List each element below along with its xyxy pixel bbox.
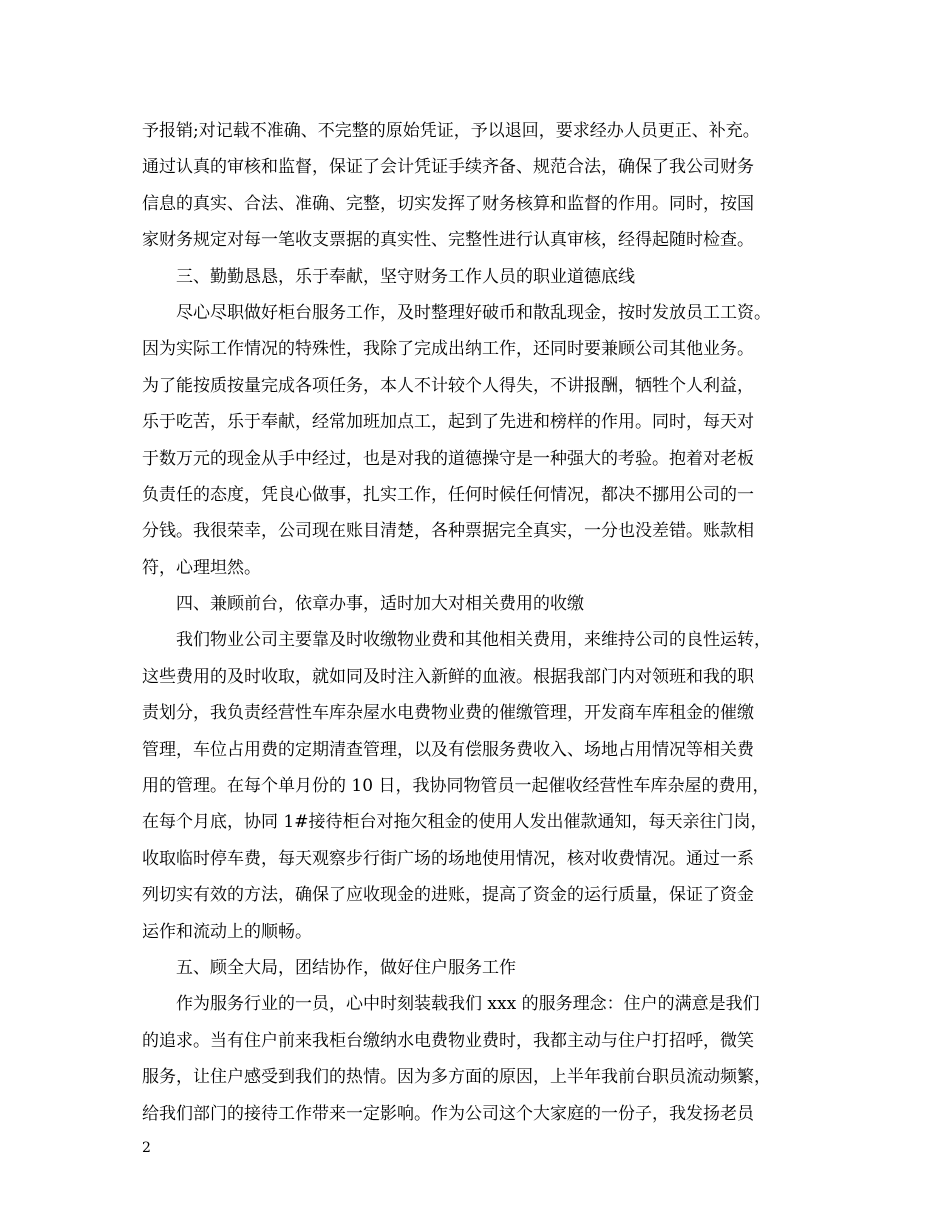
text-line: 因为实际工作情况的特殊性，我除了完成出纳工作，还同时要兼顾公司其他业务。 — [142, 339, 754, 360]
text-line: 给我们部门的接待工作带来一定影响。作为公司这个大家庭的一份子，我发扬老员 — [142, 1103, 754, 1124]
text-line: 信息的真实、合法、准确、完整，切实发挥了财务核算和监督的作用。同时，按国 — [142, 193, 754, 214]
text-line: 列切实有效的方法，确保了应收现金的进账，提高了资金的运行质量，保证了资金 — [142, 885, 754, 906]
text-line: 这些费用的及时收取，就如同及时注入新鲜的血液。根据我部门内对领班和我的职 — [142, 666, 754, 687]
text-line: 作为服务行业的一员，心中时刻装载我们 xxx 的服务理念：住户的满意是我们 — [176, 994, 760, 1015]
text-line: 予报销;对记载不准确、不完整的原始凭证，予以退回，要求经办人员更正、补充。 — [142, 121, 760, 141]
text-line: 家财务规定对每一笔收支票据的真实性、完整性进行认真审核，经得起随时检查。 — [142, 230, 754, 251]
text-line: 于数万元的现金从手中经过，也是对我的道德操守是一种强大的考验。抱着对老板 — [142, 448, 754, 469]
text-line: 符，心理坦然。 — [142, 557, 261, 578]
text-line: 通过认真的审核和监督，保证了会计凭证手续齐备、规范合法，确保了我公司财务 — [142, 157, 754, 178]
text-line: 的追求。当有住户前来我柜台缴纳水电费物业费时，我都主动与住户打招呼，微笑 — [142, 1030, 754, 1051]
text-line: 乐于吃苦，乐于奉献，经常加班加点工，起到了先进和榜样的作用。同时，每天对 — [142, 412, 754, 433]
text-line: 服务，让住户感受到我们的热情。因为多方面的原因，上半年我前台职员流动频繁， — [142, 1067, 771, 1088]
page-number: 2 — [142, 1140, 151, 1156]
text-line: 在每个月底，协同 1#接待柜台对拖欠租金的使用人发出催款通知，每天亲往门岗， — [142, 812, 768, 833]
text-line: 运作和流动上的顺畅。 — [142, 921, 312, 942]
text-line: 五、顾全大局，团结协作，做好住户服务工作 — [176, 957, 516, 978]
text-line: 分钱。我很荣幸，公司现在账目清楚，各种票据完全真实，一分也没差错。账款相 — [142, 521, 754, 542]
document-body — [142, 113, 832, 1132]
text-line: 管理，车位占用费的定期清查管理，以及有偿服务费收入、场地占用情况等相关费 — [142, 739, 754, 760]
text-line: 为了能按质按量完成各项任务，本人不计较个人得失，不讲报酬，牺牲个人利益， — [142, 375, 754, 396]
text-line: 责划分，我负责经营性车库杂屋水电费物业费的催缴管理，开发商车库租金的催缴 — [142, 703, 754, 724]
text-line: 用的管理。在每个单月份的 10 日，我协同物管员一起催收经营性车库杂屋的费用， — [142, 776, 770, 797]
text-line: 四、兼顾前台，依章办事，适时加大对相关费用的收缴 — [176, 594, 584, 615]
text-line: 三、勤勤恳恳，乐于奉献，坚守财务工作人员的职业道德底线 — [176, 266, 635, 287]
text-line: 收取临时停车费，每天观察步行街广场的场地使用情况，核对收费情况。通过一系 — [142, 848, 754, 869]
text-line: 我们物业公司主要靠及时收缴物业费和其他相关费用，来维持公司的良性运转， — [176, 630, 771, 651]
text-line: 负责任的态度，凭良心做事，扎实工作，任何时候任何情况，都决不挪用公司的一 — [142, 484, 754, 505]
text-line: 尽心尽职做好柜台服务工作，及时整理好破币和散乱现金，按时发放员工工资。 — [176, 302, 771, 323]
